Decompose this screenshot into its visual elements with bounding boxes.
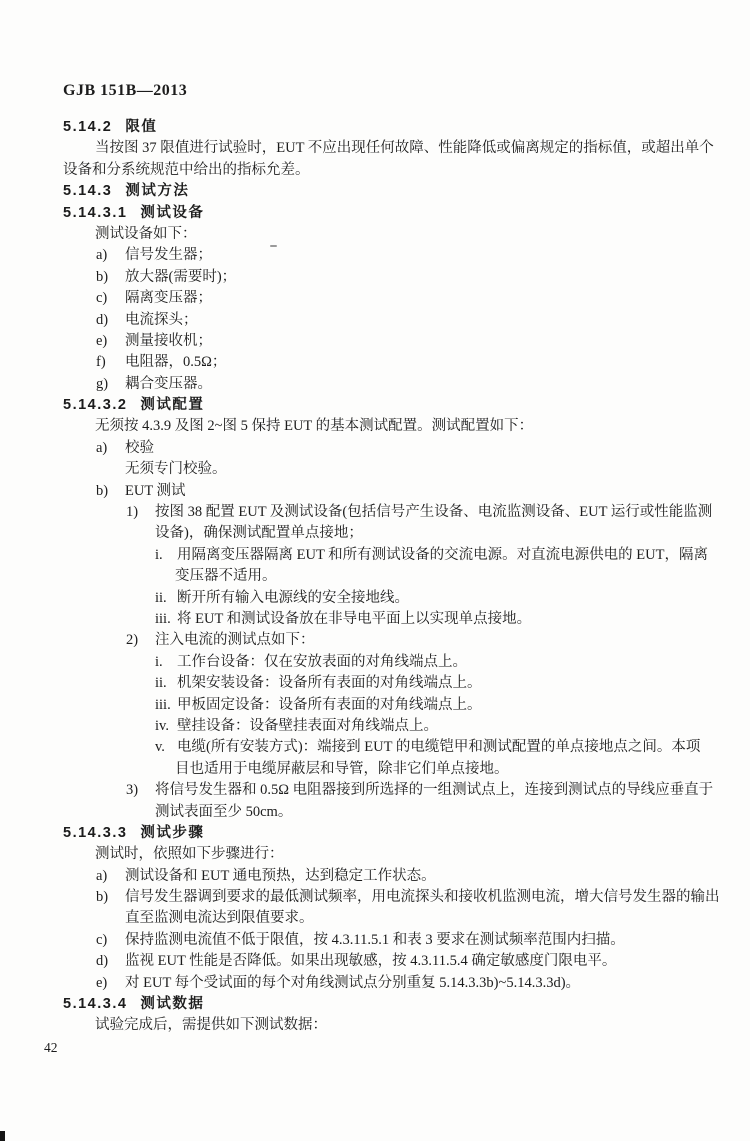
- list-item-label: b): [96, 889, 109, 906]
- list-item-label: c): [96, 931, 108, 948]
- list-item: [63, 588, 750, 609]
- paragraph-line: 设备和分系统规范中给出的指标允差。: [63, 161, 310, 178]
- paragraph-line: 目也适用于电缆屏蔽层和导管，除非它们单点接地。: [175, 760, 509, 777]
- paragraph-line: 当按图 37 限值进行试验时，EUT 不应出现任何故障、性能降低或偏离规定的指标值，或超出单个: [95, 140, 714, 157]
- section-heading: [63, 181, 750, 202]
- list-item: [63, 695, 750, 716]
- list-item-text: 对 EUT 每个受试面的每个对角线测试点分别重复 5.14.3.3b)~5.14.3.3d)。: [125, 974, 581, 991]
- list-item-label: ii.: [155, 675, 167, 692]
- paragraph-line: 测试时，依照如下步骤进行：: [95, 846, 284, 863]
- section-title: 限值: [125, 119, 158, 135]
- section-heading: [63, 994, 750, 1015]
- paragraph-line: 试验完成后，需提供如下测试数据：: [95, 1017, 327, 1034]
- section-title: 测试配置: [140, 397, 205, 414]
- list-item-label: a): [96, 867, 108, 884]
- standard-number-header: GJB 151B—2013: [63, 82, 188, 99]
- list-item-label: iv.: [155, 717, 169, 734]
- list-item-text: 保持监测电流值不低于限值，按 4.3.11.5.1 和表 3 要求在测试频率范围内扫描。: [125, 931, 625, 948]
- list-item: [63, 780, 750, 801]
- list-item-label: i.: [155, 546, 163, 563]
- list-item-label: 3): [126, 782, 139, 799]
- list-item-text: 放大器(需要时)；: [125, 268, 237, 285]
- list-item-label: e): [96, 332, 108, 349]
- paragraph-line: 无须专门校验。: [125, 461, 227, 478]
- section-title: 测试设备: [140, 204, 205, 221]
- list-item-text: 信号发生器；: [125, 247, 212, 264]
- list-item-text: 测量接收机；: [125, 332, 212, 349]
- list-item-text: 监视 EUT 性能是否降低。如果出现敏感，按 4.3.11.5.4 确定敏感度门限电平。: [125, 953, 617, 970]
- list-item-text: 将 EUT 和测试设备放在非导电平面上以实现单点接地。: [177, 610, 532, 627]
- section-heading: [63, 823, 750, 844]
- list-item-label: f): [96, 354, 106, 371]
- section-number: 5.14.3: [63, 183, 113, 200]
- list-item-text: 断开所有输入电源线的安全接地线。: [177, 589, 409, 606]
- paragraph-line: 设备)，确保测试配置单点接地；: [155, 525, 363, 542]
- section-number: 5.14.3.2: [63, 397, 128, 414]
- paragraph-line: 直至监测电流达到限值要求。: [125, 910, 314, 927]
- list-item-text: 机架安装设备：设备所有表面的对角线端点上。: [177, 675, 482, 692]
- section-number: 5.14.3.1: [63, 204, 128, 221]
- list-item: [63, 652, 750, 673]
- list-item: [63, 545, 750, 566]
- section-title: 测试数据: [140, 996, 205, 1013]
- list-item: [63, 673, 750, 694]
- list-item-text: 注入电流的测试点如下：: [155, 632, 315, 649]
- scan-speck: [270, 245, 277, 247]
- list-item-label: 1): [126, 504, 139, 521]
- list-item: [63, 973, 750, 994]
- list-item: [63, 267, 750, 288]
- paragraph-line: 变压器不适用。: [175, 568, 277, 585]
- list-item-text: 用隔离变压器隔离 EUT 和所有测试设备的交流电源。对直流电源供电的 EUT，隔离: [177, 546, 708, 563]
- list-item-label: d): [96, 311, 109, 328]
- section-title: 测试方法: [125, 183, 190, 200]
- list-item-label: c): [96, 290, 108, 307]
- document-body: [63, 117, 750, 1037]
- list-item-text: 按图 38 配置 EUT 及测试设备(包括信号产生设备、电流监测设备、EUT 运行或性能监测: [155, 504, 713, 521]
- section-number: 5.14.2: [63, 119, 113, 135]
- paragraph-line: 测试设备如下：: [95, 225, 197, 242]
- list-item-label: iii.: [155, 610, 171, 627]
- list-item-label: e): [96, 974, 108, 991]
- list-item-text: 测试设备和 EUT 通电预热，达到稳定工作状态。: [125, 867, 436, 884]
- list-item-label: b): [96, 268, 109, 285]
- list-item-label: 2): [126, 632, 139, 649]
- list-item-text: 工作台设备：仅在安放表面的对角线端点上。: [177, 653, 467, 670]
- list-item-text: 电流探头；: [125, 311, 198, 328]
- list-item-label: a): [96, 247, 108, 264]
- list-item-text: 壁挂设备：设备壁挂表面对角线端点上。: [177, 717, 438, 734]
- list-item-label: a): [96, 439, 108, 456]
- list-item-text: 电阻器，0.5Ω；: [125, 354, 227, 371]
- list-item-text: 电缆(所有安装方式)：端接到 EUT 的电缆铠甲和测试配置的单点接地点之间。本项: [177, 739, 701, 756]
- list-item: [63, 737, 750, 758]
- list-item: [63, 609, 750, 630]
- list-item-text: 耦合变压器。: [125, 375, 212, 392]
- page-number: 42: [44, 1040, 58, 1055]
- list-item-label: d): [96, 953, 109, 970]
- list-item: [63, 716, 750, 737]
- list-item: [63, 245, 750, 266]
- list-item-label: i.: [155, 653, 163, 670]
- list-item: [63, 374, 750, 395]
- list-item: [63, 887, 750, 908]
- section-heading: [63, 117, 750, 138]
- list-item: [63, 930, 750, 951]
- list-item: [63, 352, 750, 373]
- list-item-label: v.: [155, 739, 165, 756]
- section-title: 测试步骤: [140, 824, 205, 841]
- list-item-label: ii.: [155, 589, 167, 606]
- paragraph-line: 无须按 4.3.9 及图 2~图 5 保持 EUT 的基本测试配置。测试配置如下：: [95, 418, 534, 435]
- paragraph-line: 测试表面至少 50cm。: [155, 803, 293, 820]
- list-item: [63, 438, 750, 459]
- section-number: 5.14.3.3: [63, 824, 128, 841]
- list-item-text: 校验: [125, 439, 154, 456]
- list-item: [63, 481, 750, 502]
- list-item: [63, 502, 750, 523]
- scan-artifact: [0, 1131, 5, 1141]
- list-item-label: iii.: [155, 696, 171, 713]
- list-item: [63, 866, 750, 887]
- list-item-label: g): [96, 375, 109, 392]
- section-number: 5.14.3.4: [63, 996, 128, 1013]
- list-item: [63, 310, 750, 331]
- list-item-text: 甲板固定设备：设备所有表面的对角线端点上。: [177, 696, 482, 713]
- list-item-text: 将信号发生器和 0.5Ω 电阻器接到所选择的一组测试点上，连接到测试点的导线应垂直于: [155, 782, 714, 799]
- list-item-text: 信号发生器调到要求的最低测试频率，用电流探头和接收机监测电流，增大信号发生器的输出: [125, 889, 720, 906]
- section-heading: [63, 395, 750, 416]
- list-item: [63, 331, 750, 352]
- list-item: [63, 630, 750, 651]
- list-item-text: EUT 测试: [125, 482, 186, 499]
- list-item-label: b): [96, 482, 109, 499]
- list-item: [63, 951, 750, 972]
- list-item: [63, 288, 750, 309]
- section-heading: [63, 203, 750, 224]
- list-item-text: 隔离变压器；: [125, 290, 212, 307]
